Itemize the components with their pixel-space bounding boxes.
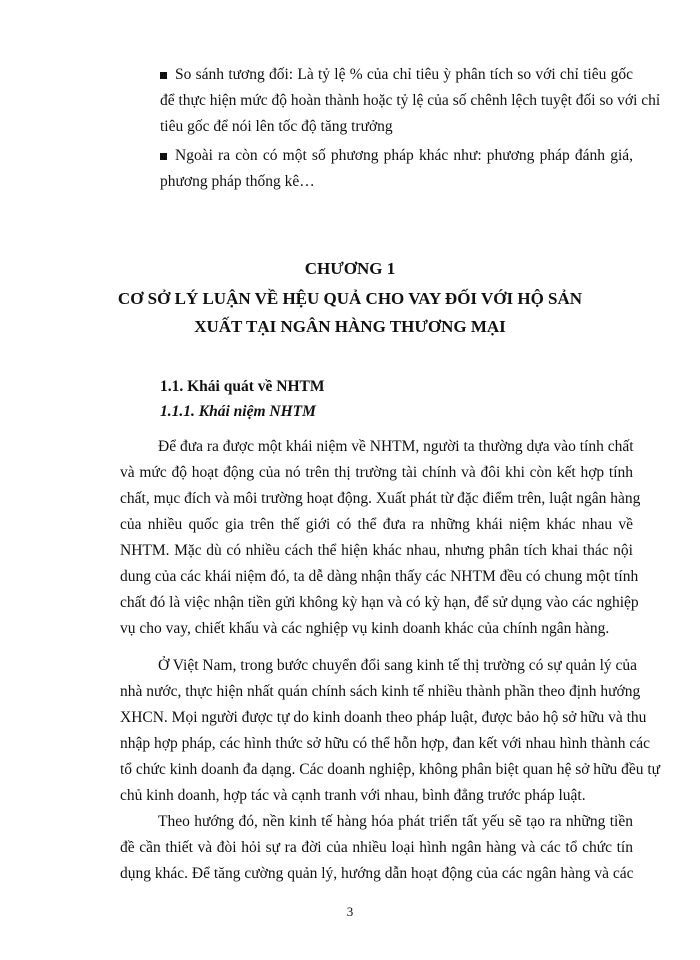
- para-1-line-8: vụ cho vay, chiết khấu và các nghiệp vụ kinh doanh khác của chính ngân hàng.: [120, 620, 610, 637]
- section-heading: 1.1. Khái quát về NHTM: [160, 378, 325, 395]
- bullet-1-line-2: để thực hiện mức độ hoàn thành hoặc tỷ lệ của số chênh lệch tuyệt đối so với chỉ: [160, 92, 661, 109]
- para-2-line-2: nhà nước, thực hiện nhất quán chính sách kinh tế nhiều thành phần theo định hướng: [120, 683, 641, 700]
- bullet-2-line-1: Ngoài ra còn có một số phương pháp khác như: phương pháp đánh giá,: [175, 147, 633, 164]
- bullet-marker: [160, 72, 167, 79]
- para-1-line-5: NHTM. Mặc dù có nhiều cách thể hiện khác nhau, nhưng phân tích khai thác nội: [120, 542, 633, 559]
- para-2-line-1: Ở Việt Nam, trong bước chuyển đổi sang kinh tế thị trường có sự quản lý của: [158, 657, 638, 674]
- para-1-line-3: chất, mục đích và môi trường hoạt động. Xuất phát từ đặc điểm trên, luật ngân hàng: [120, 490, 641, 507]
- chapter-title-line-1: CƠ SỞ LÝ LUẬN VỀ HỆU QUẢ CHO VAY ĐỐI VỚI HỘ SẢN: [117, 289, 583, 308]
- subsection-heading: 1.1.1. Khái niệm NHTM: [160, 403, 316, 420]
- para-1-line-7: chất đó là việc nhận tiền gửi không kỳ hạn và có kỳ hạn, để sử dụng vào các nghiệp: [120, 594, 639, 611]
- bullet-1-line-3: tiêu gốc để nói lên tốc độ tăng trưởng: [160, 118, 393, 135]
- para-2-line-6: chủ kinh doanh, hợp tác và cạnh tranh với nhau, bình đẳng trước pháp luật.: [120, 787, 586, 804]
- bullet-2-line-2: phương pháp thống kê…: [160, 173, 315, 190]
- para-3-line-3: dụng khác. Để tăng cường quản lý, hướng dẫn hoạt động của các ngân hàng và các: [120, 865, 634, 882]
- para-2-line-5: tổ chức kinh doanh đa dạng. Các doanh nghiệp, không phân biệt quan hệ sở hữu đều tự: [120, 761, 661, 778]
- chapter-title-line-2: XUẤT TẠI NGÂN HÀNG THƯƠNG MẠI: [194, 317, 506, 336]
- page-number: 3: [346, 904, 354, 919]
- para-3-line-1: Theo hướng đó, nền kinh tế hàng hóa phát triển tất yếu sẽ tạo ra những tiền: [158, 813, 633, 830]
- para-1-line-1: Để đưa ra được một khái niệm về NHTM, người ta thường dựa vào tính chất: [158, 438, 634, 455]
- para-1-line-4: của nhiều quốc gia trên thế giới có thể đưa ra những khái niệm khác nhau về: [120, 516, 633, 533]
- chapter-number: CHƯƠNG 1: [304, 259, 396, 278]
- bullet-marker: [160, 153, 167, 160]
- para-1-line-6: dung của các khái niệm đó, ta dễ dàng nhận thấy các NHTM đều có chung một tính: [120, 568, 639, 585]
- bullet-1-line-1: So sánh tương đối: Là tỷ lệ % của chỉ tiêu ỳ phân tích so với chỉ tiêu gốc: [175, 66, 633, 83]
- para-1-line-2: và mức độ hoạt động của nó trên thị trường tài chính và đôi khi còn kết hợp tính: [120, 464, 633, 481]
- para-3-line-2: đề cần thiết và đòi hỏi sự ra đời của nhiều loại hình ngân hàng và các tổ chức tín: [120, 839, 633, 856]
- para-2-line-3: XHCN. Mọi người được tự do kinh doanh theo pháp luật, được bảo hộ sở hữu và thu: [120, 709, 647, 726]
- para-2-line-4: nhập hợp pháp, các hình thức sở hữu có thể hỗn hợp, đan kết với nhau hình thành các: [120, 735, 650, 752]
